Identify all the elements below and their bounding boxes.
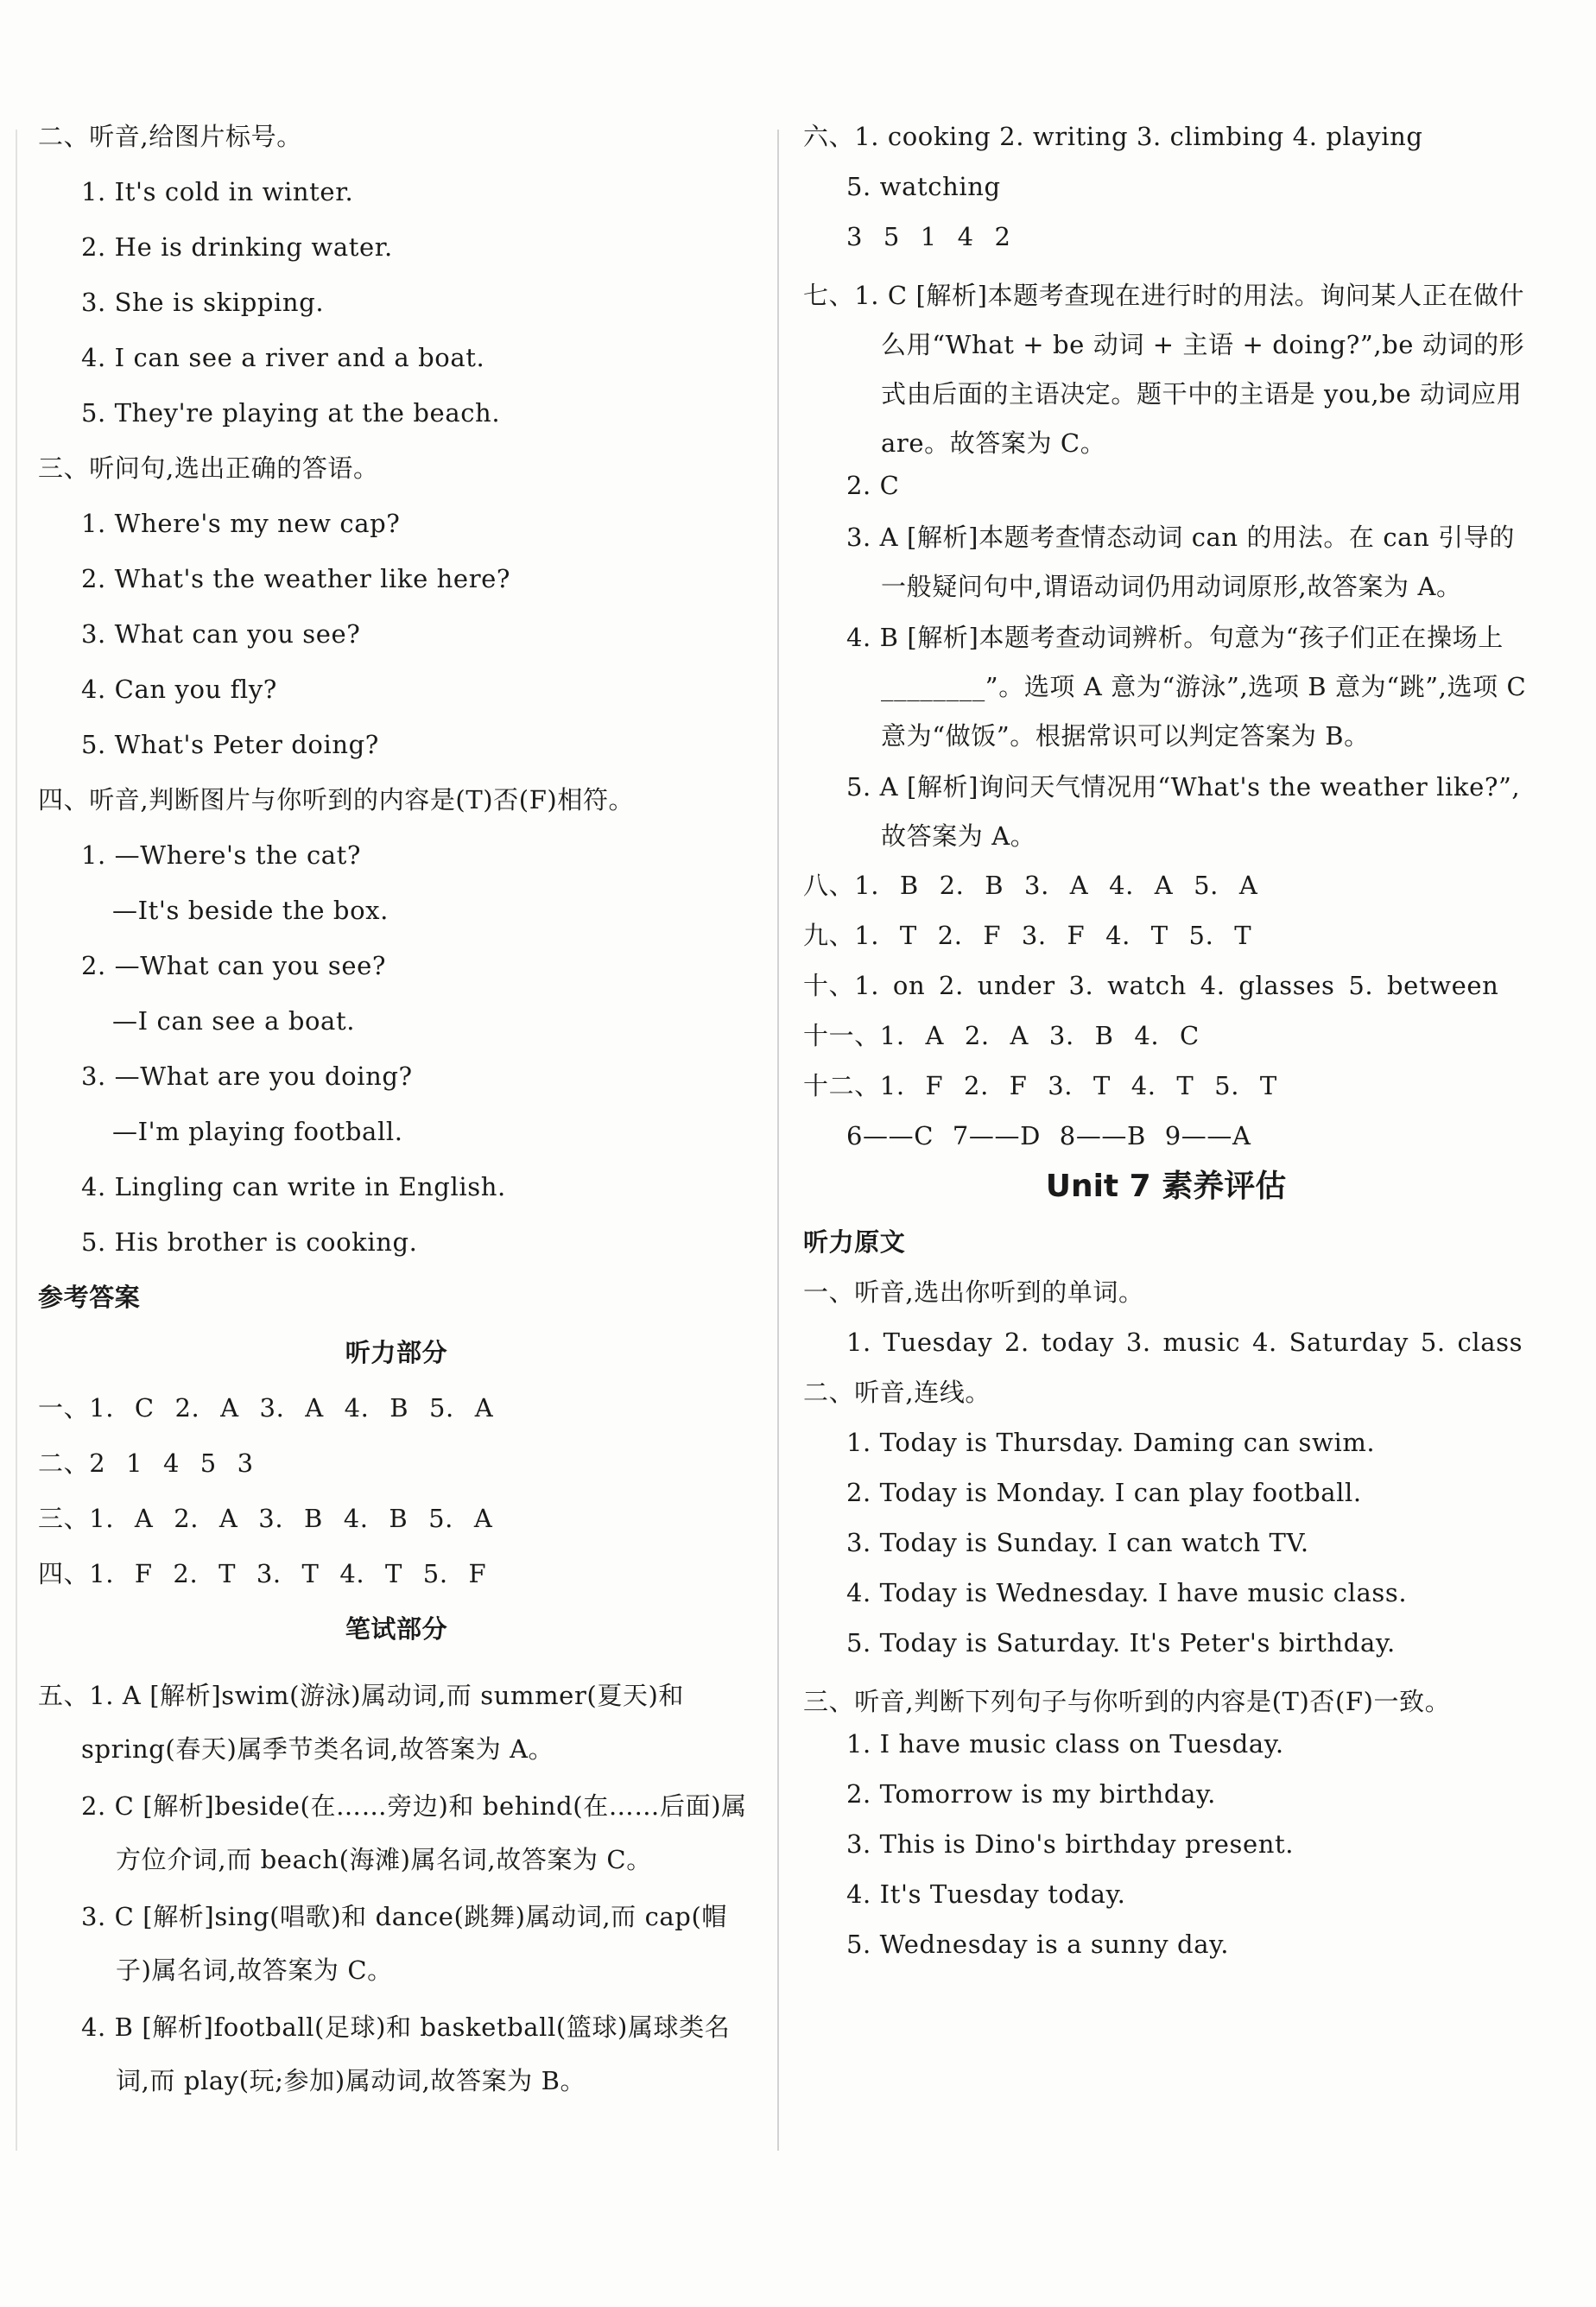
explanation-item: 4. B [解析]football(足球)和 basketball(篮球)属球类名词,而 play(玩;参加)属动词,故答案为 B。: [81, 2012, 731, 2095]
list-item: 5. They're playing at the beach.: [81, 398, 501, 428]
answer-row: 九、1. T 2. F 3. F 4. T 5. T: [803, 921, 1252, 950]
unit-section-1-title: 一、听音,选出你听到的单词。: [803, 1277, 1144, 1307]
unit-section-3-title: 三、听音,判断下列句子与你听到的内容是(T)否(F)一致。: [803, 1687, 1451, 1716]
dialogue-line: 1. —Where's the cat?: [81, 840, 362, 870]
unit-section-2-title: 二、听音,连线。: [803, 1378, 991, 1407]
dialogue-line: —It's beside the box.: [112, 896, 389, 925]
dialogue-line: 3. —What are you doing?: [81, 1062, 413, 1091]
explanation-item: 4. B [解析]本题考查动词辨析。句意为“孩子们正在操场上________”。选项 A 意为“游泳”,选项 B 意为“跳”,选项 C 意为“做饭”。根据常识可以判定答案为 B。: [846, 623, 1527, 751]
list-item: 3. This is Dino's birthday present.: [846, 1829, 1295, 1859]
explanation-item: 七、1. C [解析]本题考查现在进行时的用法。询问某人正在做什么用“What + be 动词 + 主语 + doing?”,be 动词的形式由后面的主语决定。题干中的主语是 you,be 动词应用 are。故答案为 C。: [803, 281, 1525, 458]
list-item: 1. Where's my new cap?: [81, 509, 401, 538]
list-item: 5. His brother is cooking.: [81, 1227, 418, 1257]
answer-row: 十二、1. F 2. F 3. T 4. T 5. T: [803, 1071, 1277, 1100]
answer-row: 一、1. C 2. A 3. A 4. B 5. A: [38, 1393, 494, 1423]
unit-title: Unit 7 素养评估: [1045, 1169, 1287, 1204]
dialogue-line: —I'm playing football.: [112, 1117, 403, 1146]
list-item: 4. It's Tuesday today.: [846, 1879, 1126, 1909]
list-item: 5. What's Peter doing?: [81, 730, 379, 759]
section-6-answers: 六、1. cooking 2. writing 3. climbing 4. playing: [803, 122, 1423, 151]
dialogue-line: 2. —What can you see?: [81, 951, 387, 980]
word-list: 1. Tuesday 2. today 3. music 4. Saturday 5. class: [846, 1328, 1523, 1357]
explanation-item: 五、1. A [解析]swim(游泳)属动词,而 summer(夏天)和 spring(春天)属季节类名词,故答案为 A。: [38, 1681, 685, 1764]
section-3-title: 三、听问句,选出正确的答语。: [38, 453, 379, 483]
list-item: 2. Tomorrow is my birthday.: [846, 1779, 1216, 1809]
explanation-item: 3. C [解析]sing(唱歌)和 dance(跳舞)属动词,而 cap(帽子)属名词,故答案为 C。: [81, 1902, 727, 1985]
section-4-title: 四、听音,判断图片与你听到的内容是(T)否(F)相符。: [38, 785, 635, 814]
answer-item: 2. C: [846, 471, 900, 500]
list-item: 5. Wednesday is a sunny day.: [846, 1930, 1230, 1959]
list-item: 4. I can see a river and a boat.: [81, 343, 485, 372]
explanation-item: 3. A [解析]本题考查情态动词 can 的用法。在 can 引导的一般疑问句中,谓语动词仍用动词原形,故答案为 A。: [846, 523, 1515, 601]
list-item: 4. Today is Wednesday. I have music class.: [846, 1578, 1408, 1607]
list-item: 5. Today is Saturday. It's Peter's birthday.: [846, 1628, 1396, 1657]
section-2-title: 二、听音,给图片标号。: [38, 122, 302, 151]
list-item: 4. Lingling can write in English.: [81, 1172, 506, 1201]
answer-row: 二、2 1 4 5 3: [38, 1448, 254, 1478]
list-item: 1. Today is Thursday. Daming can swim.: [846, 1428, 1376, 1457]
list-item: 4. Can you fly?: [81, 675, 277, 704]
answer-row: 十、1. on 2. under 3. watch 4. glasses 5. between: [803, 971, 1499, 1000]
answer-row: 三、1. A 2. A 3. B 4. B 5. A: [38, 1504, 493, 1533]
right-column: [803, 121, 1529, 1979]
script-heading: 听力原文: [803, 1227, 906, 1257]
explanation-item: 2. C [解析]beside(在……旁边)和 behind(在……后面)属方位介词,而 beach(海滩)属名词,故答案为 C。: [81, 1791, 747, 1874]
list-item: 3. Today is Sunday. I can watch TV.: [846, 1528, 1309, 1557]
left-margin-rule: [16, 130, 17, 2151]
list-item: 1. It's cold in winter.: [81, 177, 354, 206]
list-item: 2. He is drinking water.: [81, 232, 393, 262]
written-part-heading: 笔试部分: [345, 1614, 448, 1644]
list-item: 3. What can you see?: [81, 619, 361, 649]
list-item: 1. I have music class on Tuesday.: [846, 1729, 1284, 1759]
answer-row: 四、1. F 2. T 3. T 4. T 5. F: [38, 1559, 487, 1588]
section-6-answers: 5. watching: [846, 172, 1001, 201]
list-item: 2. What's the weather like here?: [81, 564, 511, 593]
matching-answers: 6——C 7——D 8——B 9——A: [846, 1121, 1251, 1150]
list-item: 2. Today is Monday. I can play football.: [846, 1478, 1362, 1507]
list-item: 3. She is skipping.: [81, 288, 325, 317]
answers-heading: 参考答案: [38, 1283, 141, 1312]
answer-row: 八、1. B 2. B 3. A 4. A 5. A: [803, 871, 1258, 900]
left-column: [38, 121, 755, 2111]
column-divider: [777, 130, 779, 2151]
dialogue-line: —I can see a boat.: [112, 1006, 356, 1036]
section-6-order: 3 5 1 4 2: [846, 222, 1011, 251]
answer-row: 十一、1. A 2. A 3. B 4. C: [803, 1021, 1200, 1050]
listening-part-heading: 听力部分: [345, 1338, 448, 1367]
explanation-item: 5. A [解析]询问天气情况用“What's the weather like?”,故答案为 A。: [846, 772, 1521, 851]
